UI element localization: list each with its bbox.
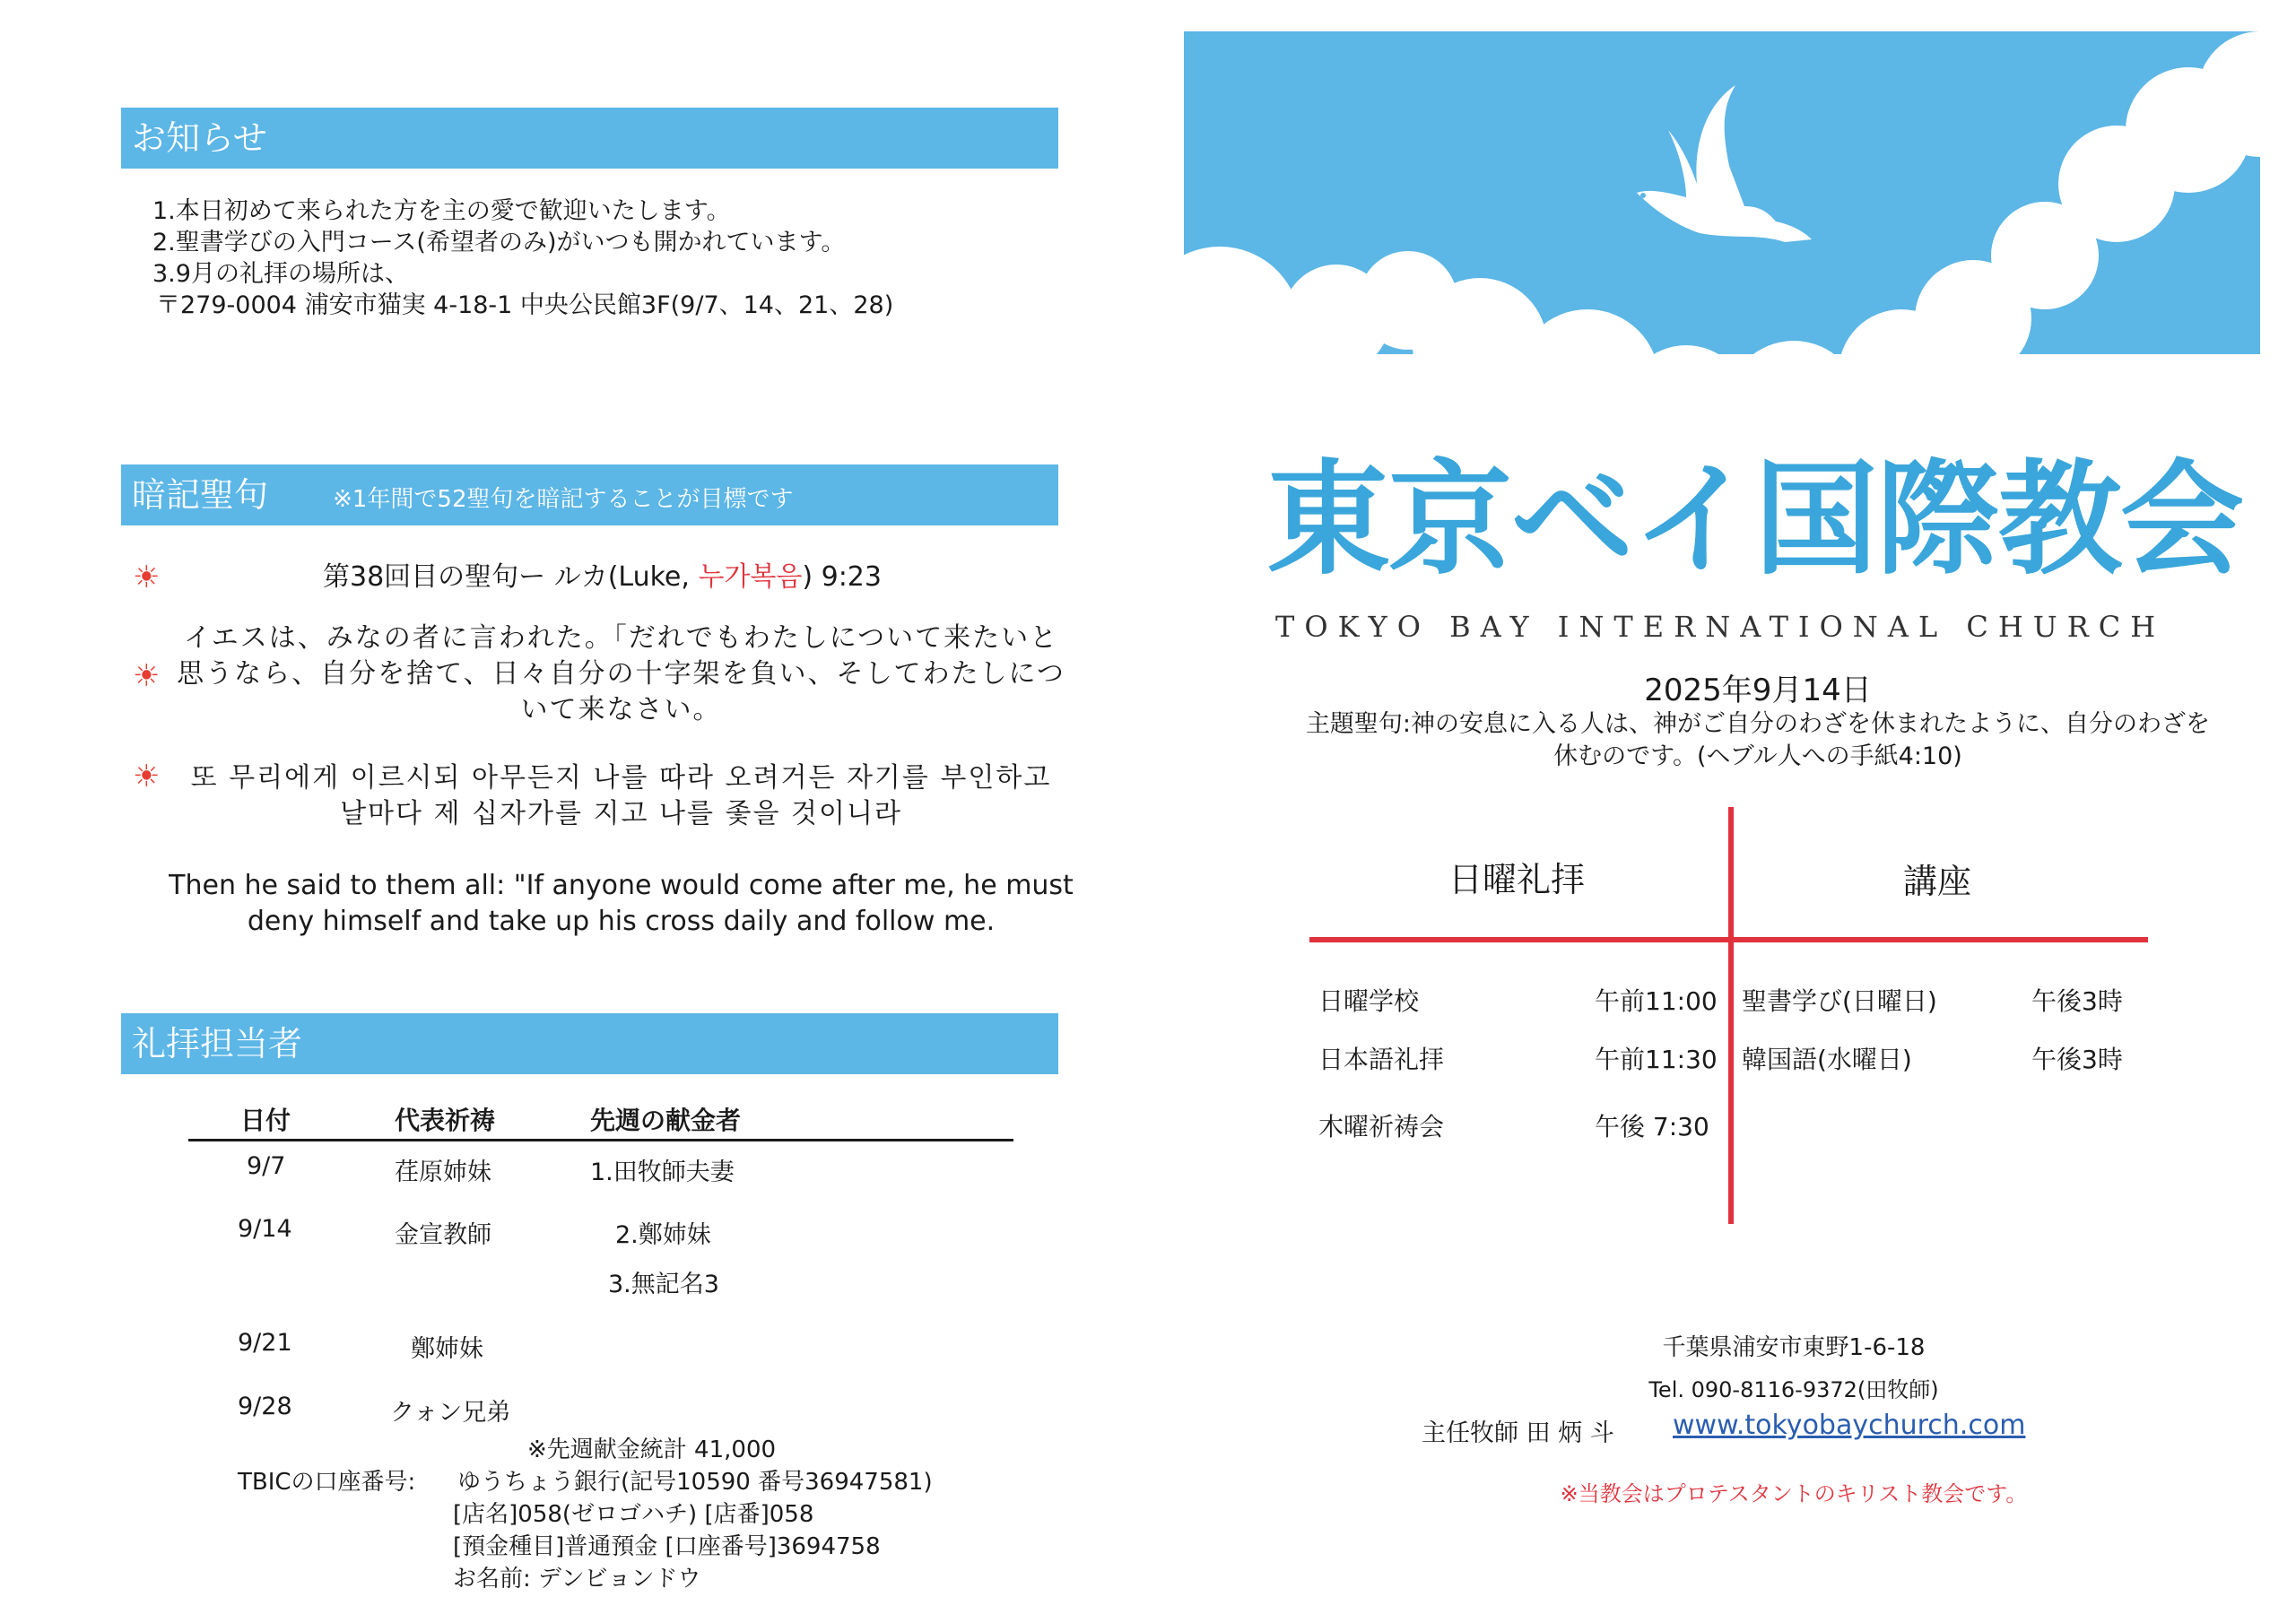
account-line: [預金種目]普通預金 [口座番号]3694758 — [453, 1533, 881, 1560]
schedule-item-time: 午後 7:30 — [1595, 1112, 1709, 1141]
verse-english-line: deny himself and take up his cross daily and follow me. — [247, 906, 996, 937]
offering-statistics: ※先週献金統計 41,000 — [527, 1436, 777, 1463]
account-line: ゆうちょう銀行(記号10590 番号36947581) — [457, 1469, 933, 1496]
row-prayer: 荏原姉妹 — [395, 1159, 491, 1186]
cross-horizontal — [1309, 937, 2148, 942]
notices-title: お知らせ — [132, 118, 267, 158]
worship-staff-header — [121, 1013, 1058, 1074]
church-telephone: Tel. 090-8116-9372(田牧師) — [1648, 1377, 1939, 1402]
notice-item: 〒279-0004 浦安市猫実 4-18-1 中央公民館3F(9/7、14、21、28) — [156, 291, 894, 319]
row-offering: 2.鄭姉妹 — [615, 1221, 711, 1249]
row-date: 9/21 — [238, 1329, 292, 1357]
notice-item: 3.9月の礼拝の場所は、 — [152, 260, 409, 288]
verse-reference — [323, 554, 882, 594]
verse-japanese — [166, 621, 1076, 728]
column-header-date: 日付 — [240, 1106, 291, 1135]
sun-icon: ☀ — [133, 560, 161, 595]
row-date: 9/7 — [247, 1152, 286, 1180]
service-date: 2025年9月14日 — [1644, 673, 1872, 708]
schedule-item-time: 午前11:30 — [1595, 1045, 1718, 1074]
table-header-rule — [188, 1139, 1013, 1141]
church-name-japanese: 東京ベイ国際教会 — [1266, 447, 2243, 592]
verse-reference-suffix: ) 9:23 — [802, 561, 882, 593]
schedule-item-name: 日本語礼拝 — [1318, 1045, 1445, 1074]
memory-verse-header — [121, 464, 1058, 525]
denomination-note: ※当教会はプロテスタントのキリスト教会です。 — [1560, 1481, 2028, 1506]
column-header-offering: 先週の献金者 — [590, 1106, 742, 1135]
lecture-item-name: 聖書学び(日曜日) — [1742, 986, 1937, 1016]
schedule-item-time: 午前11:00 — [1595, 986, 1718, 1016]
verse-korean — [166, 760, 1076, 832]
row-prayer: 鄭姉妹 — [411, 1335, 483, 1363]
row-prayer: クォン兄弟 — [390, 1399, 511, 1427]
website-link[interactable]: www.tokyobaychurch.com — [1673, 1410, 2026, 1441]
notice-item: 2.聖書学びの入門コース(希望者のみ)がいつも開かれています。 — [152, 229, 846, 256]
schedule-item-name: 日曜学校 — [1318, 986, 1420, 1016]
notices-header — [121, 108, 1058, 169]
worship-staff-title: 礼拝担当者 — [132, 1024, 303, 1063]
notices-list — [152, 195, 893, 321]
verse-english — [152, 868, 1090, 940]
senior-pastor: 主任牧師 田 炳 斗 — [1422, 1419, 1614, 1447]
sunday-worship-heading: 日曜礼拝 — [1448, 860, 1586, 899]
verse-korean-line: 또 무리에게 이르시되 아무든지 나를 따라 오려거든 자기를 부인하고 — [190, 762, 1052, 794]
memory-verse-subtitle: ※1年間で52聖句を暗記することが目標です — [333, 486, 794, 513]
theme-verse — [1256, 708, 2260, 773]
row-offering: 3.無記名3 — [608, 1271, 719, 1298]
verse-reference-korean: 누가복음 — [698, 561, 803, 593]
schedule-item-name: 木曜祈祷会 — [1318, 1112, 1445, 1141]
theme-verse-line: 主題聖句:神の安息に入る人は、神がご自分のわざを休まれたように、自分のわざを — [1305, 710, 2211, 738]
lecture-item-time: 午後3時 — [2031, 986, 2123, 1016]
verse-japanese-line: 思うなら、自分を捨て、日々自分の十字架を負い、そしてわたしにつ — [177, 658, 1065, 690]
verse-reference-prefix: 第38回目の聖句ー ルカ(Luke, — [323, 561, 699, 593]
lecture-item-time: 午後3時 — [2031, 1045, 2123, 1074]
verse-japanese-line: イエスは、みなの者に言われた。「だれでもわたしについて来たいと — [183, 622, 1059, 654]
church-name-english: TOKYO BAY INTERNATIONAL CHURCH — [1275, 610, 2166, 644]
account-label: TBICの口座番号: — [238, 1469, 416, 1496]
sun-icon: ☀ — [133, 759, 161, 794]
cross-vertical — [1728, 807, 1734, 1224]
account-line: [店名]058(ゼロゴハチ) [店番]058 — [453, 1501, 814, 1528]
sun-icon: ☀ — [133, 658, 161, 694]
verse-korean-line: 날마다 제 십자가를 지고 나를 좇을 것이니라 — [340, 798, 902, 829]
theme-verse-line: 休むのです。(ヘブル人への手紙4:10) — [1553, 742, 1962, 770]
sky-banner — [1184, 31, 2260, 390]
lectures-heading: 講座 — [1903, 862, 1972, 901]
notice-item: 1.本日初めて来られた方を主の愛で歓迎いたします。 — [152, 197, 731, 225]
column-header-prayer: 代表祈祷 — [395, 1106, 496, 1135]
row-date: 9/14 — [238, 1215, 292, 1243]
row-offering: 1.田牧師夫妻 — [590, 1159, 735, 1186]
verse-japanese-line: いて来なさい。 — [520, 694, 722, 725]
account-line: お名前: デンビョンドウ — [453, 1566, 701, 1593]
verse-english-line: Then he said to them all: "If anyone would come after me, he must — [169, 870, 1074, 901]
row-prayer: 金宣教師 — [395, 1221, 491, 1249]
lecture-item-name: 韓国語(水曜日) — [1742, 1045, 1912, 1074]
row-date: 9/28 — [238, 1393, 292, 1420]
church-address: 千葉県浦安市東野1-6-18 — [1662, 1334, 1926, 1361]
memory-verse-title: 暗記聖句 — [132, 475, 269, 515]
